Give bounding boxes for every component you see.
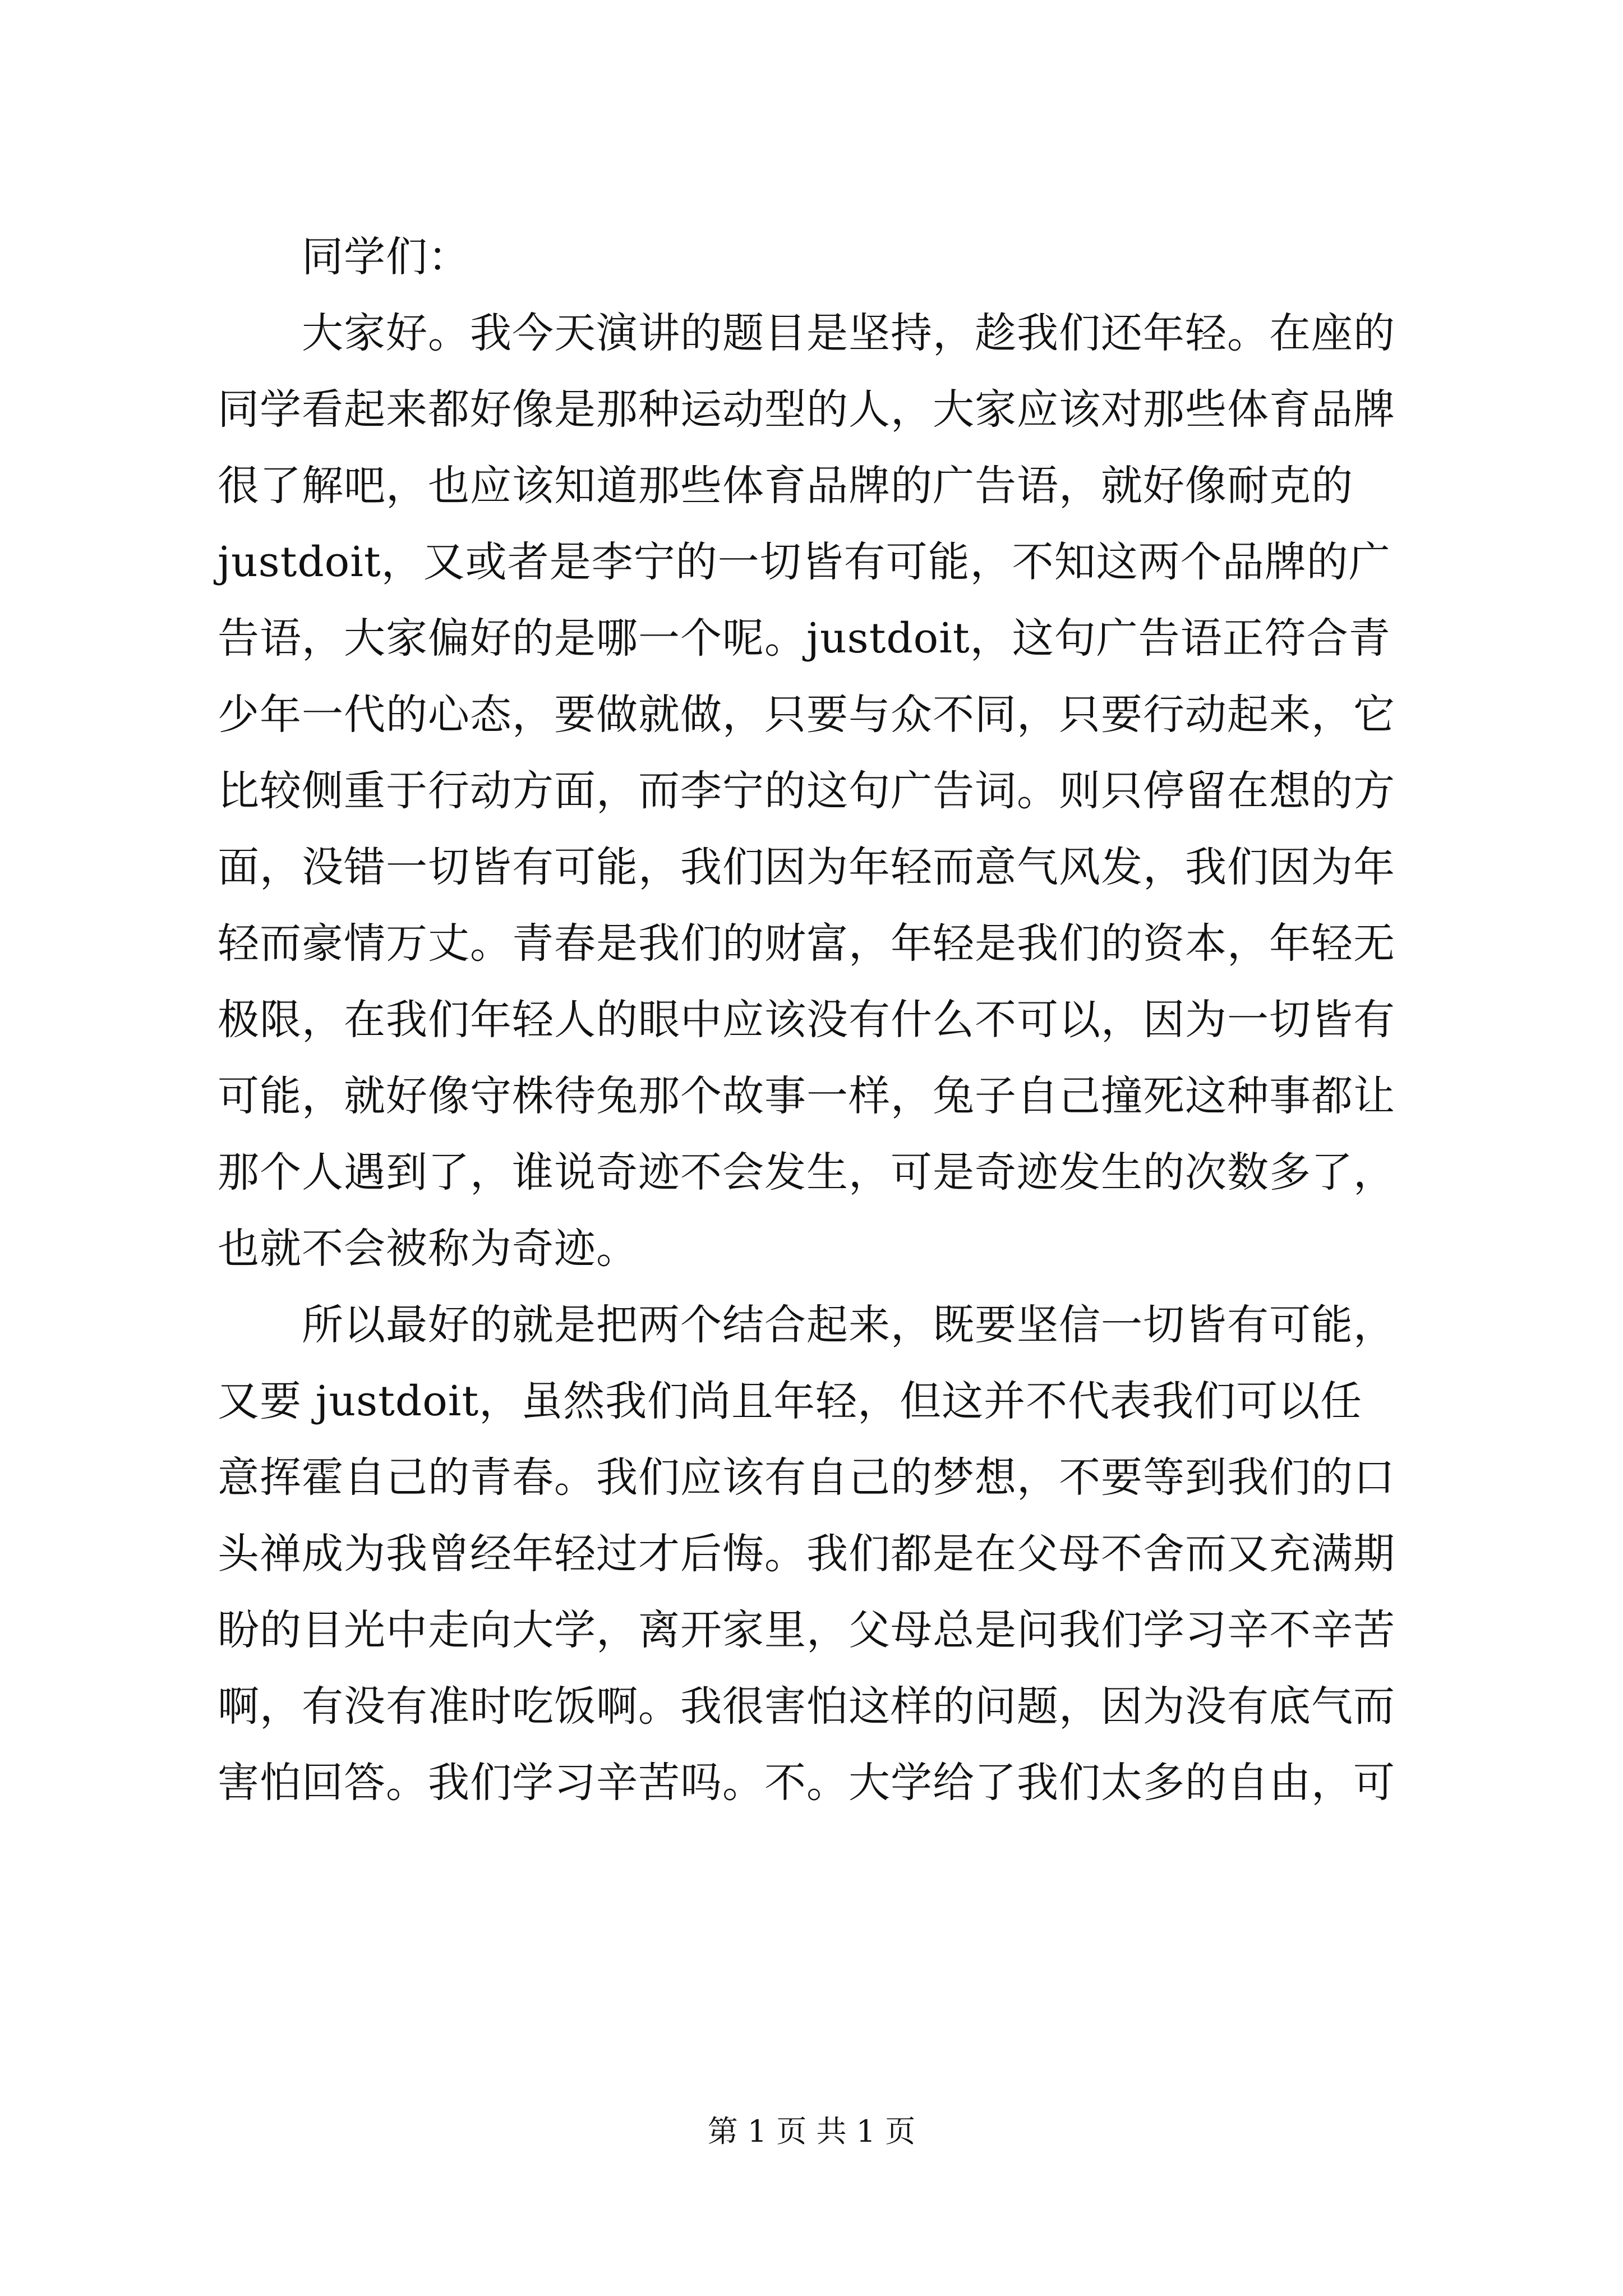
text-line: 也就不会被称为奇迹。 [218,1225,638,1273]
text-line: 大家好。我今天演讲的题目是坚持，趁我们还年轻。在座的 [218,309,1395,357]
text-line: 轻而豪情万丈。青春是我们的财富，年轻是我们的资本，年轻无 [218,919,1395,968]
text-line: justdoit，又或者是李宁的一切皆有可能，不知这两个品牌的广 [218,538,1391,586]
text-line: 害怕回答。我们学习辛苦吗。不。大学给了我们太多的自由，可 [218,1759,1395,1807]
text-line: 同学们： [218,233,470,281]
text-line: 啊，有没有准时吃饭啊。我很害怕这样的问题，因为没有底气而 [218,1682,1395,1731]
text-line: 头禅成为我曾经年轻过才后悔。我们都是在父母不舍而又充满期 [218,1530,1395,1578]
text-line: 那个人遇到了，谁说奇迹不会发生，可是奇迹发生的次数多了， [218,1148,1395,1197]
text-line: 可能，就好像守株待兔那个故事一样，兔子自己撞死这种事都让 [218,1072,1395,1120]
text-line: 很了解吧，也应该知道那些体育品牌的广告语，就好像耐克的 [218,462,1353,510]
text-line: 少年一代的心态，要做就做，只要与众不同，只要行动起来，它 [218,691,1395,739]
text-line: 意挥霍自己的青春。我们应该有自己的梦想，不要等到我们的口 [218,1453,1395,1502]
text-line: 面，没错一切皆有可能，我们因为年轻而意气风发，我们因为年 [218,843,1395,891]
text-line: 所以最好的就是把两个结合起来，既要坚信一切皆有可能， [218,1301,1395,1349]
text-line: 盼的目光中走向大学，离开家里，父母总是问我们学习辛不辛苦 [218,1606,1395,1654]
text-line: 极限，在我们年轻人的眼中应该没有什么不可以，因为一切皆有 [218,996,1395,1044]
text-line: 又要 justdoit，虽然我们尚且年轻，但这并不代表我们可以任 [218,1377,1363,1425]
text-line: 同学看起来都好像是那种运动型的人，大家应该对那些体育品牌 [218,385,1395,434]
text-line: 告语，大家偏好的是哪一个呢。justdoit，这句广告语正符合青 [218,614,1391,662]
text-line: 比较侧重于行动方面，而李宁的这句广告词。则只停留在想的方 [218,767,1395,815]
page-number-footer: 第 1 页 共 1 页 [707,2114,916,2149]
